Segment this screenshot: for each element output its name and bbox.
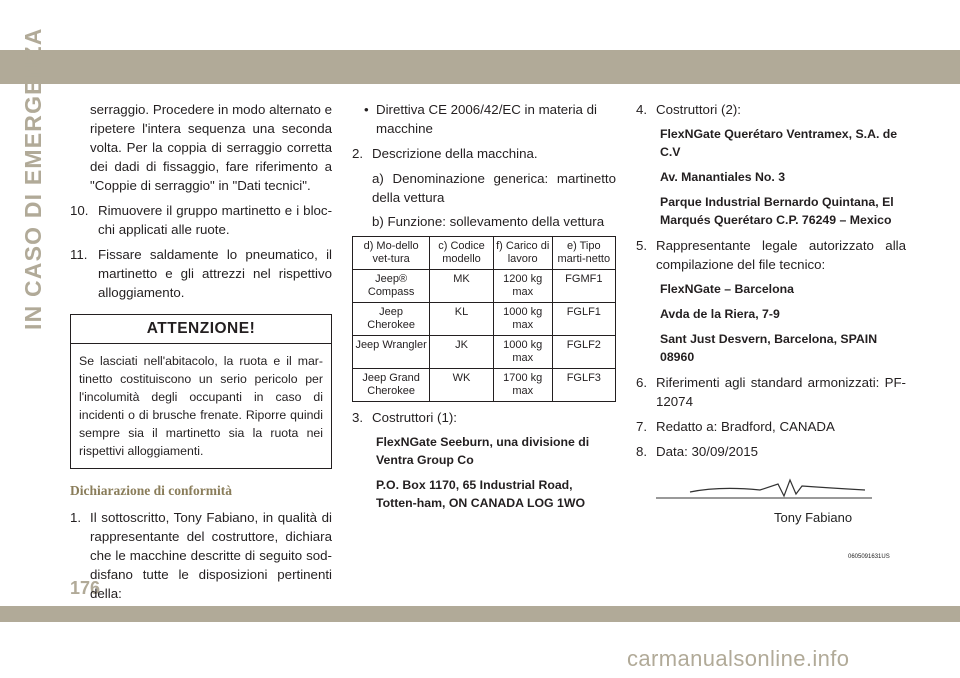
representative-line: FlexNGate – Barcelona <box>660 282 794 296</box>
table-row <box>353 369 616 402</box>
table-row <box>353 303 616 336</box>
table-cell: 1700 kg max <box>493 369 552 402</box>
table-cell: 1200 kg max <box>493 270 552 303</box>
representative-line: Avda de la Riera, 7-9 <box>660 307 780 321</box>
item-text: Fissare saldamente lo pneumatico, il martinetto e gli attrezzi nel rispettivo alloggiamento. <box>98 247 332 300</box>
header-band <box>0 50 960 84</box>
item-text: Riferimenti agli standard armonizzati: PF-12074 <box>656 375 906 409</box>
table-cell: MK <box>430 270 494 303</box>
warning-body: Se lasciati nell'abitacolo, la ruota e il mar-tinetto costituiscono un serio pericolo per l'incolumità degli occupanti in caso di incidenti o di brusche frenate. Riporre quindi sempre sia il martinetto sia la ruota nei rispettivi alloggiamenti. <box>79 354 323 458</box>
list-item <box>636 100 906 119</box>
table-header: e) Tipo marti-netto <box>552 237 615 270</box>
table-cell: KL <box>430 303 494 336</box>
item-number: 5. <box>636 238 648 253</box>
item-number: 8. <box>636 444 648 459</box>
table-header: c) Codice modello <box>430 237 494 270</box>
manufacturer-line: FlexNGate Seeburn, una divisione di Ventra Group Co <box>376 435 590 467</box>
table-cell: Jeep Cherokee <box>353 303 430 336</box>
table-cell: FGMF1 <box>552 270 615 303</box>
signatory-name: Tony Fabiano <box>774 510 853 525</box>
watermark: carmanualsonline.info <box>627 646 850 671</box>
section-heading: Dichiarazione di conformità <box>70 483 232 498</box>
list-item <box>636 417 906 436</box>
table-cell: Jeep Wrangler <box>353 336 430 369</box>
representative-line: Sant Just Desvern, Barcelona, SPAIN 08960 <box>660 332 878 364</box>
column-3 <box>636 100 906 467</box>
manufacturer-line: Parque Industrial Bernardo Quintana, El Marqués Querétaro C.P. 76249 – Mexico <box>660 195 894 227</box>
item-number: 7. <box>636 419 648 434</box>
column-1 <box>70 100 332 609</box>
list-item <box>636 373 906 411</box>
manufacturer-line: FlexNGate Querétaro Ventramex, S.A. de C.V <box>660 127 898 159</box>
list-item <box>636 442 906 461</box>
item-number: 11. <box>70 247 88 262</box>
bullet-icon: • <box>364 102 369 117</box>
table-row <box>353 336 616 369</box>
item-number: 6. <box>636 375 648 390</box>
item-number: 3. <box>352 410 364 425</box>
item-text: Rappresentante legale autorizzato alla compilazione del file tecnico: <box>656 238 906 272</box>
item-number: 4. <box>636 102 648 117</box>
page-number: 176 <box>70 578 101 598</box>
item-text: Il sottoscritto, Tony Fabiano, in qualità di rappresentante del costruttore, dichiara che le macchine descritte di seguito sod-disfano tutte le disposizioni pertinenti della: <box>90 510 332 601</box>
manufacturer-line: P.O. Box 1170, 65 Industrial Road, Totten-ham, ON CANADA LOG 1WO <box>376 478 586 510</box>
bullet-text: Direttiva CE 2006/42/EC in materia di macchine <box>376 102 597 136</box>
signature-stroke <box>690 480 865 496</box>
warning-box <box>70 314 332 469</box>
document-code: 0605091631US <box>848 554 890 560</box>
item-text: Costruttori (2): <box>656 102 741 117</box>
table-header: f) Carico di lavoro <box>493 237 552 270</box>
column-2 <box>352 100 616 519</box>
item-text: Redatto a: Bradford, CANADA <box>656 419 835 434</box>
table-header-row <box>353 237 616 270</box>
item-text: Descrizione della macchina. <box>372 146 538 161</box>
top-margin <box>0 0 960 50</box>
table-cell: Jeep Grand Cherokee <box>353 369 430 402</box>
sub-item: a) Denominazione generica: martinetto della vettura <box>372 171 616 205</box>
sub-item: b) Funzione: sollevamento della vettura <box>372 214 605 229</box>
table-cell: Jeep® Compass <box>353 270 430 303</box>
warning-title: ATTENZIONE! <box>71 315 331 344</box>
table-cell: 1000 kg max <box>493 336 552 369</box>
list-item <box>352 408 616 427</box>
jack-table <box>352 236 616 402</box>
item-text: Data: 30/09/2015 <box>656 444 759 459</box>
table-cell: JK <box>430 336 494 369</box>
table-cell: FGLF1 <box>552 303 615 336</box>
item-number: 1. <box>70 510 82 525</box>
item-text: Rimuovere il gruppo martinetto e i bloc-chi applicati alle ruote. <box>98 203 332 237</box>
list-item <box>70 201 332 239</box>
table-row <box>353 270 616 303</box>
paragraph: serraggio. Procedere in modo alternato e ripetere l'intera sequenza una seconda volta. Per la coppia di serraggio corretta dei dadi di fissaggio, fare riferimento a "Coppie di serraggio" in "Dati tecnici". <box>90 102 332 193</box>
item-number: 10. <box>70 203 89 218</box>
table-cell: FGLF3 <box>552 369 615 402</box>
table-cell: WK <box>430 369 494 402</box>
section-sidebar-label: IN CASO DI EMERGENZA <box>20 27 46 330</box>
list-item <box>636 236 906 274</box>
table-cell: FGLF2 <box>552 336 615 369</box>
manufacturer-line: Av. Manantiales No. 3 <box>660 170 786 184</box>
table-header: d) Mo-dello vet-tura <box>353 237 430 270</box>
list-item <box>352 144 616 163</box>
table-cell: 1000 kg max <box>493 303 552 336</box>
bullet-item <box>352 100 616 138</box>
item-text: Costruttori (1): <box>372 410 457 425</box>
list-item <box>70 508 332 603</box>
list-item <box>70 245 332 302</box>
item-number: 2. <box>352 146 364 161</box>
